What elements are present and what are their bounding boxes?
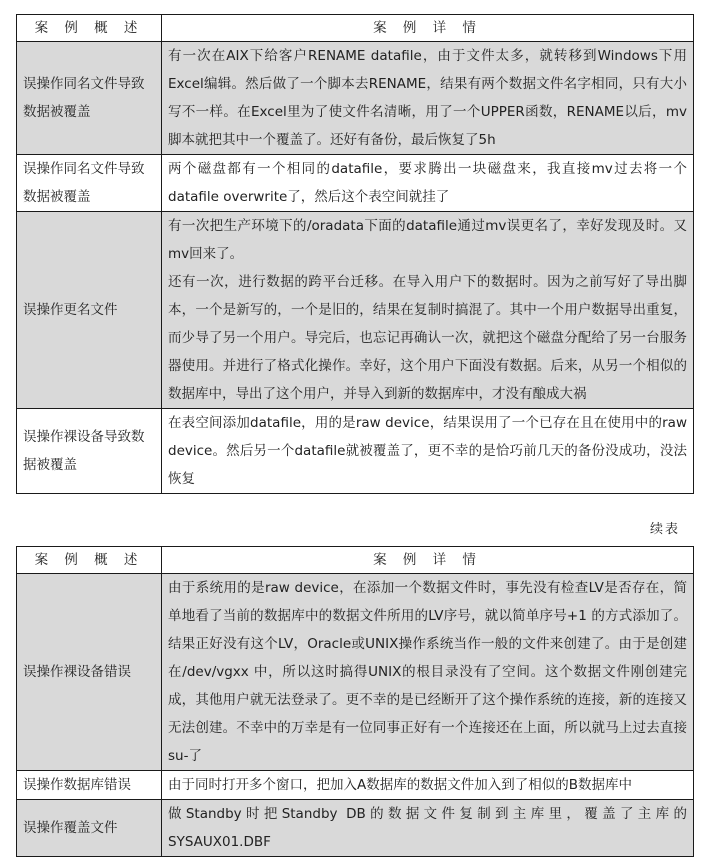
case-detail bbox=[162, 155, 694, 212]
detail-paragraph: 有一次把生产环境下的/oradata下面的datafile通过mv误更名了，幸好发现及时。又mv回来了。 bbox=[168, 218, 687, 262]
table-row bbox=[17, 800, 694, 857]
table-header-row bbox=[17, 15, 694, 42]
table-header-row bbox=[17, 547, 694, 574]
case-summary: 误操作覆盖文件 bbox=[17, 800, 162, 857]
case-table-2 bbox=[16, 546, 694, 857]
case-detail bbox=[162, 409, 694, 494]
case-summary: 误操作数据库错误 bbox=[17, 771, 162, 800]
case-detail bbox=[162, 42, 694, 155]
continued-label: 续表 bbox=[649, 522, 680, 537]
detail-paragraph: 还有一次，进行数据的跨平台迁移。在导入用户下的数据时。因为之前写好了导出脚本，一个是新写的，一个是旧的，结果在复制时搞混了。其中一个用户数据导出重复，而少导了另一个用户。导完后，也忘记再确认一次，就把这个磁盘分配给了另一台服务器使用。并进行了格式化操作。幸好，这个用户下面没有数据。后来，从另一个相似的数据库中，导出了这个用户，并导入到新的数据库中，才没有酿成大祸 bbox=[168, 274, 687, 402]
case-summary: 误操作裸设备错误 bbox=[17, 574, 162, 771]
detail-paragraph: 有一次在AIX下给客户RENAME datafile，由于文件太多，就转移到Windows下用Excel编辑。然后做了一个脚本去RENAME，结果有两个数据文件名字相同，只有大小写不一样。在Excel里为了使文件名清晰，用了一个UPPER函数，RENAME以后，mv 脚本就把其中一个覆盖了。还好有备份，最后恢复了5h bbox=[168, 48, 687, 148]
table-row bbox=[17, 409, 694, 494]
case-detail bbox=[162, 800, 694, 857]
table-row bbox=[17, 574, 694, 771]
header-case-detail: 案 例 详 情 bbox=[162, 15, 694, 42]
case-summary: 误操作裸设备导致数据被覆盖 bbox=[17, 409, 162, 494]
case-summary: 误操作更名文件 bbox=[17, 212, 162, 409]
case-summary: 误操作同名文件导致数据被覆盖 bbox=[17, 42, 162, 155]
table-row bbox=[17, 155, 694, 212]
table-row bbox=[17, 212, 694, 409]
case-table-1 bbox=[16, 14, 694, 494]
detail-paragraph: 由于系统用的是raw device，在添加一个数据文件时，事先没有检查LV是否存在，简单地看了当前的数据库中的数据文件所用的LV序号，就以简单序号+1 的方式添加了。结果正好没有这个LV，Oracle或UNIX操作系统当作一般的文件来创建了。由于是创建在/dev/vgxx 中，所以这时搞得UNIX的根目录没有了空间。这个数据文件刚创建完成，其他用户就无法登录了。更不幸的是已经断开了这个操作系统的连接，新的连接又无法创建。不幸中的万幸是有一位同事正好有一个连接还在上面，所以就马上过去直接su-了 bbox=[168, 580, 687, 764]
header-case-detail: 案 例 详 情 bbox=[162, 547, 694, 574]
header-case-summary: 案 例 概 述 bbox=[17, 15, 162, 42]
case-detail bbox=[162, 771, 694, 800]
detail-paragraph: 由于同时打开多个窗口，把加入A数据库的数据文件加入到了相似的B数据库中 bbox=[168, 777, 632, 793]
header-case-summary: 案 例 概 述 bbox=[17, 547, 162, 574]
detail-paragraph: 两个磁盘都有一个相同的datafile，要求腾出一块磁盘来，我直接mv过去将一个datafile overwrite了，然后这个表空间就挂了 bbox=[168, 161, 687, 205]
case-detail bbox=[162, 574, 694, 771]
case-detail bbox=[162, 212, 694, 409]
table-row bbox=[17, 771, 694, 800]
detail-paragraph: 做Standby时把Standby DB的数据文件复制到主库里，覆盖了主库的SYSAUX01.DBF bbox=[168, 806, 687, 850]
case-summary: 误操作同名文件导致数据被覆盖 bbox=[17, 155, 162, 212]
detail-paragraph: 在表空间添加datafile，用的是raw device，结果误用了一个已存在且在使用中的raw device。然后另一个datafile就被覆盖了，更不幸的是恰巧前几天的备份没成功，没法恢复 bbox=[168, 415, 687, 487]
table-row bbox=[17, 42, 694, 155]
